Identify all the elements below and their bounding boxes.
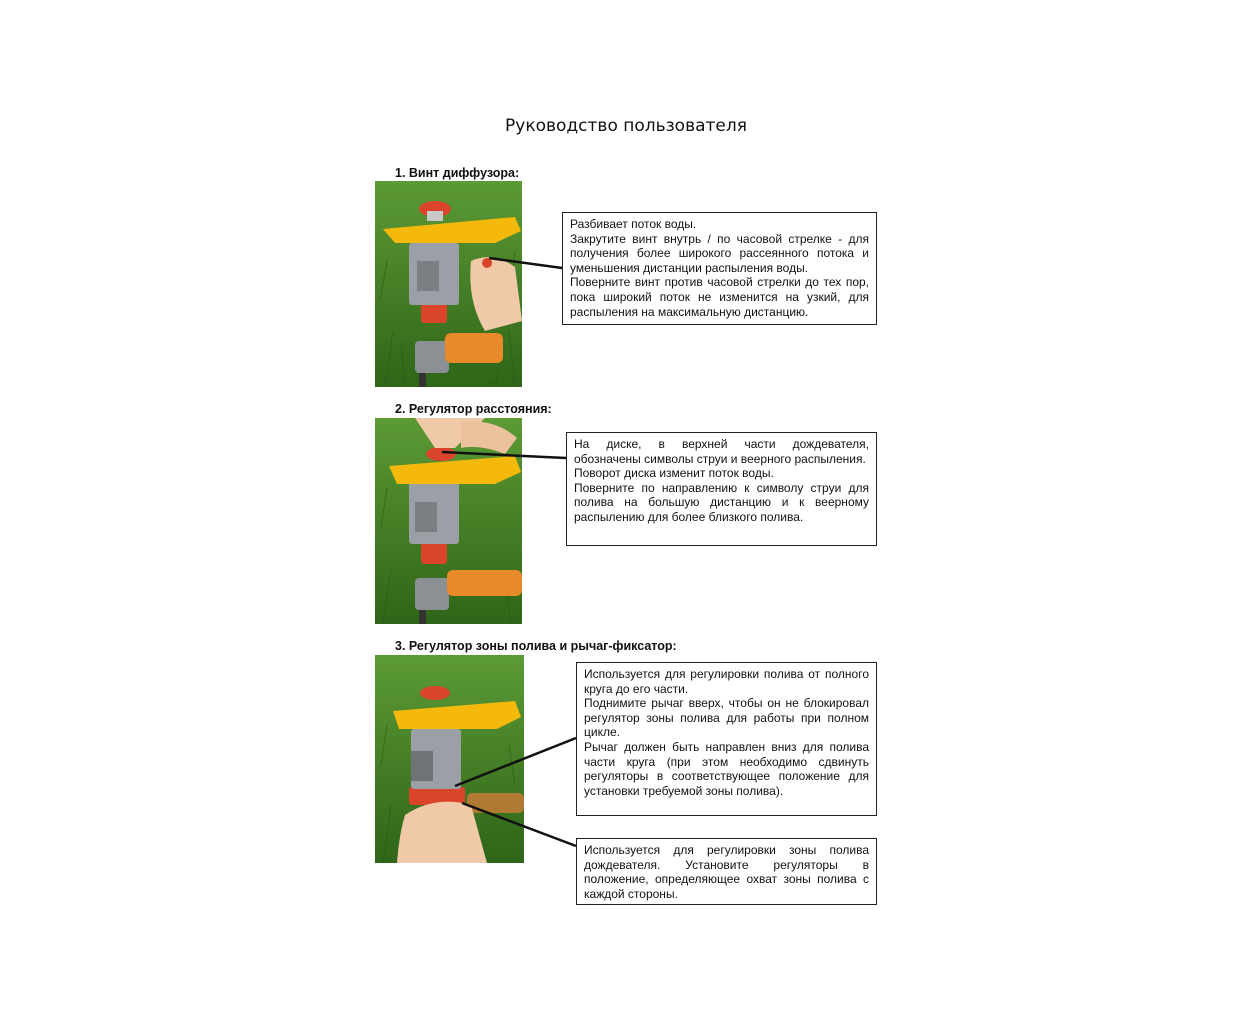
callout-line: Поворот диска изменит поток воды. <box>574 466 774 481</box>
callout-zone-regulators <box>576 838 877 905</box>
callout-line: Разбивает поток воды. <box>570 217 697 231</box>
callout-line: Поверните по направлению к символу струи для полива на большую дистанцию и к веерному распылению для более близкого полива. <box>574 480 869 524</box>
sprinkler-distance-regulator-photo <box>375 418 522 624</box>
callout-diffuser-screw <box>562 212 877 325</box>
section-heading-diffuser-screw: 1. Винт диффузора: <box>395 166 520 180</box>
sprinkler-diffuser-screw-photo <box>375 181 522 387</box>
callout-line: На диске, в верхней части дождевателя, обозначены символы струи и веерного распыления. <box>574 437 869 466</box>
callout-zone-regulator-lever <box>576 662 877 816</box>
callout-distance-regulator <box>566 432 877 546</box>
callout-line: Поднимите рычаг вверх, чтобы он не блокировал регулятор зоны полива для работы при полном цикле. <box>584 696 869 740</box>
callout-line: Поверните винт против часовой стрелки до тех пор, пока широкий поток не изменится на узкий, для распыления на максимальную дистанцию. <box>570 275 869 319</box>
section-heading-distance-regulator: 2. Регулятор расстояния: <box>395 402 552 416</box>
callout-line: Используется для регулировки зоны полива дождевателя. Установите регуляторы в положение, определяющее охват зоны полива с каждой стороны. <box>584 843 869 901</box>
callout-line: Закрутите винт внутрь / по часовой стрелке - для получения более широкого рассеянного потока и уменьшения дистанции распыления воды. <box>570 231 869 275</box>
sprinkler-zone-regulator-photo <box>375 655 524 863</box>
section-heading-zone-regulator: 3. Регулятор зоны полива и рычаг-фиксатор: <box>395 639 677 653</box>
page-title: Руководство пользователя <box>505 116 747 136</box>
callout-line: Используется для регулировки полива от полного круга до его части. <box>584 667 869 696</box>
callout-line: Рычаг должен быть направлен вниз для полива части круга (при этом необходимо сдвинуть регуляторы в соответствующее положение для установки требуемой зоны полива). <box>584 739 869 798</box>
